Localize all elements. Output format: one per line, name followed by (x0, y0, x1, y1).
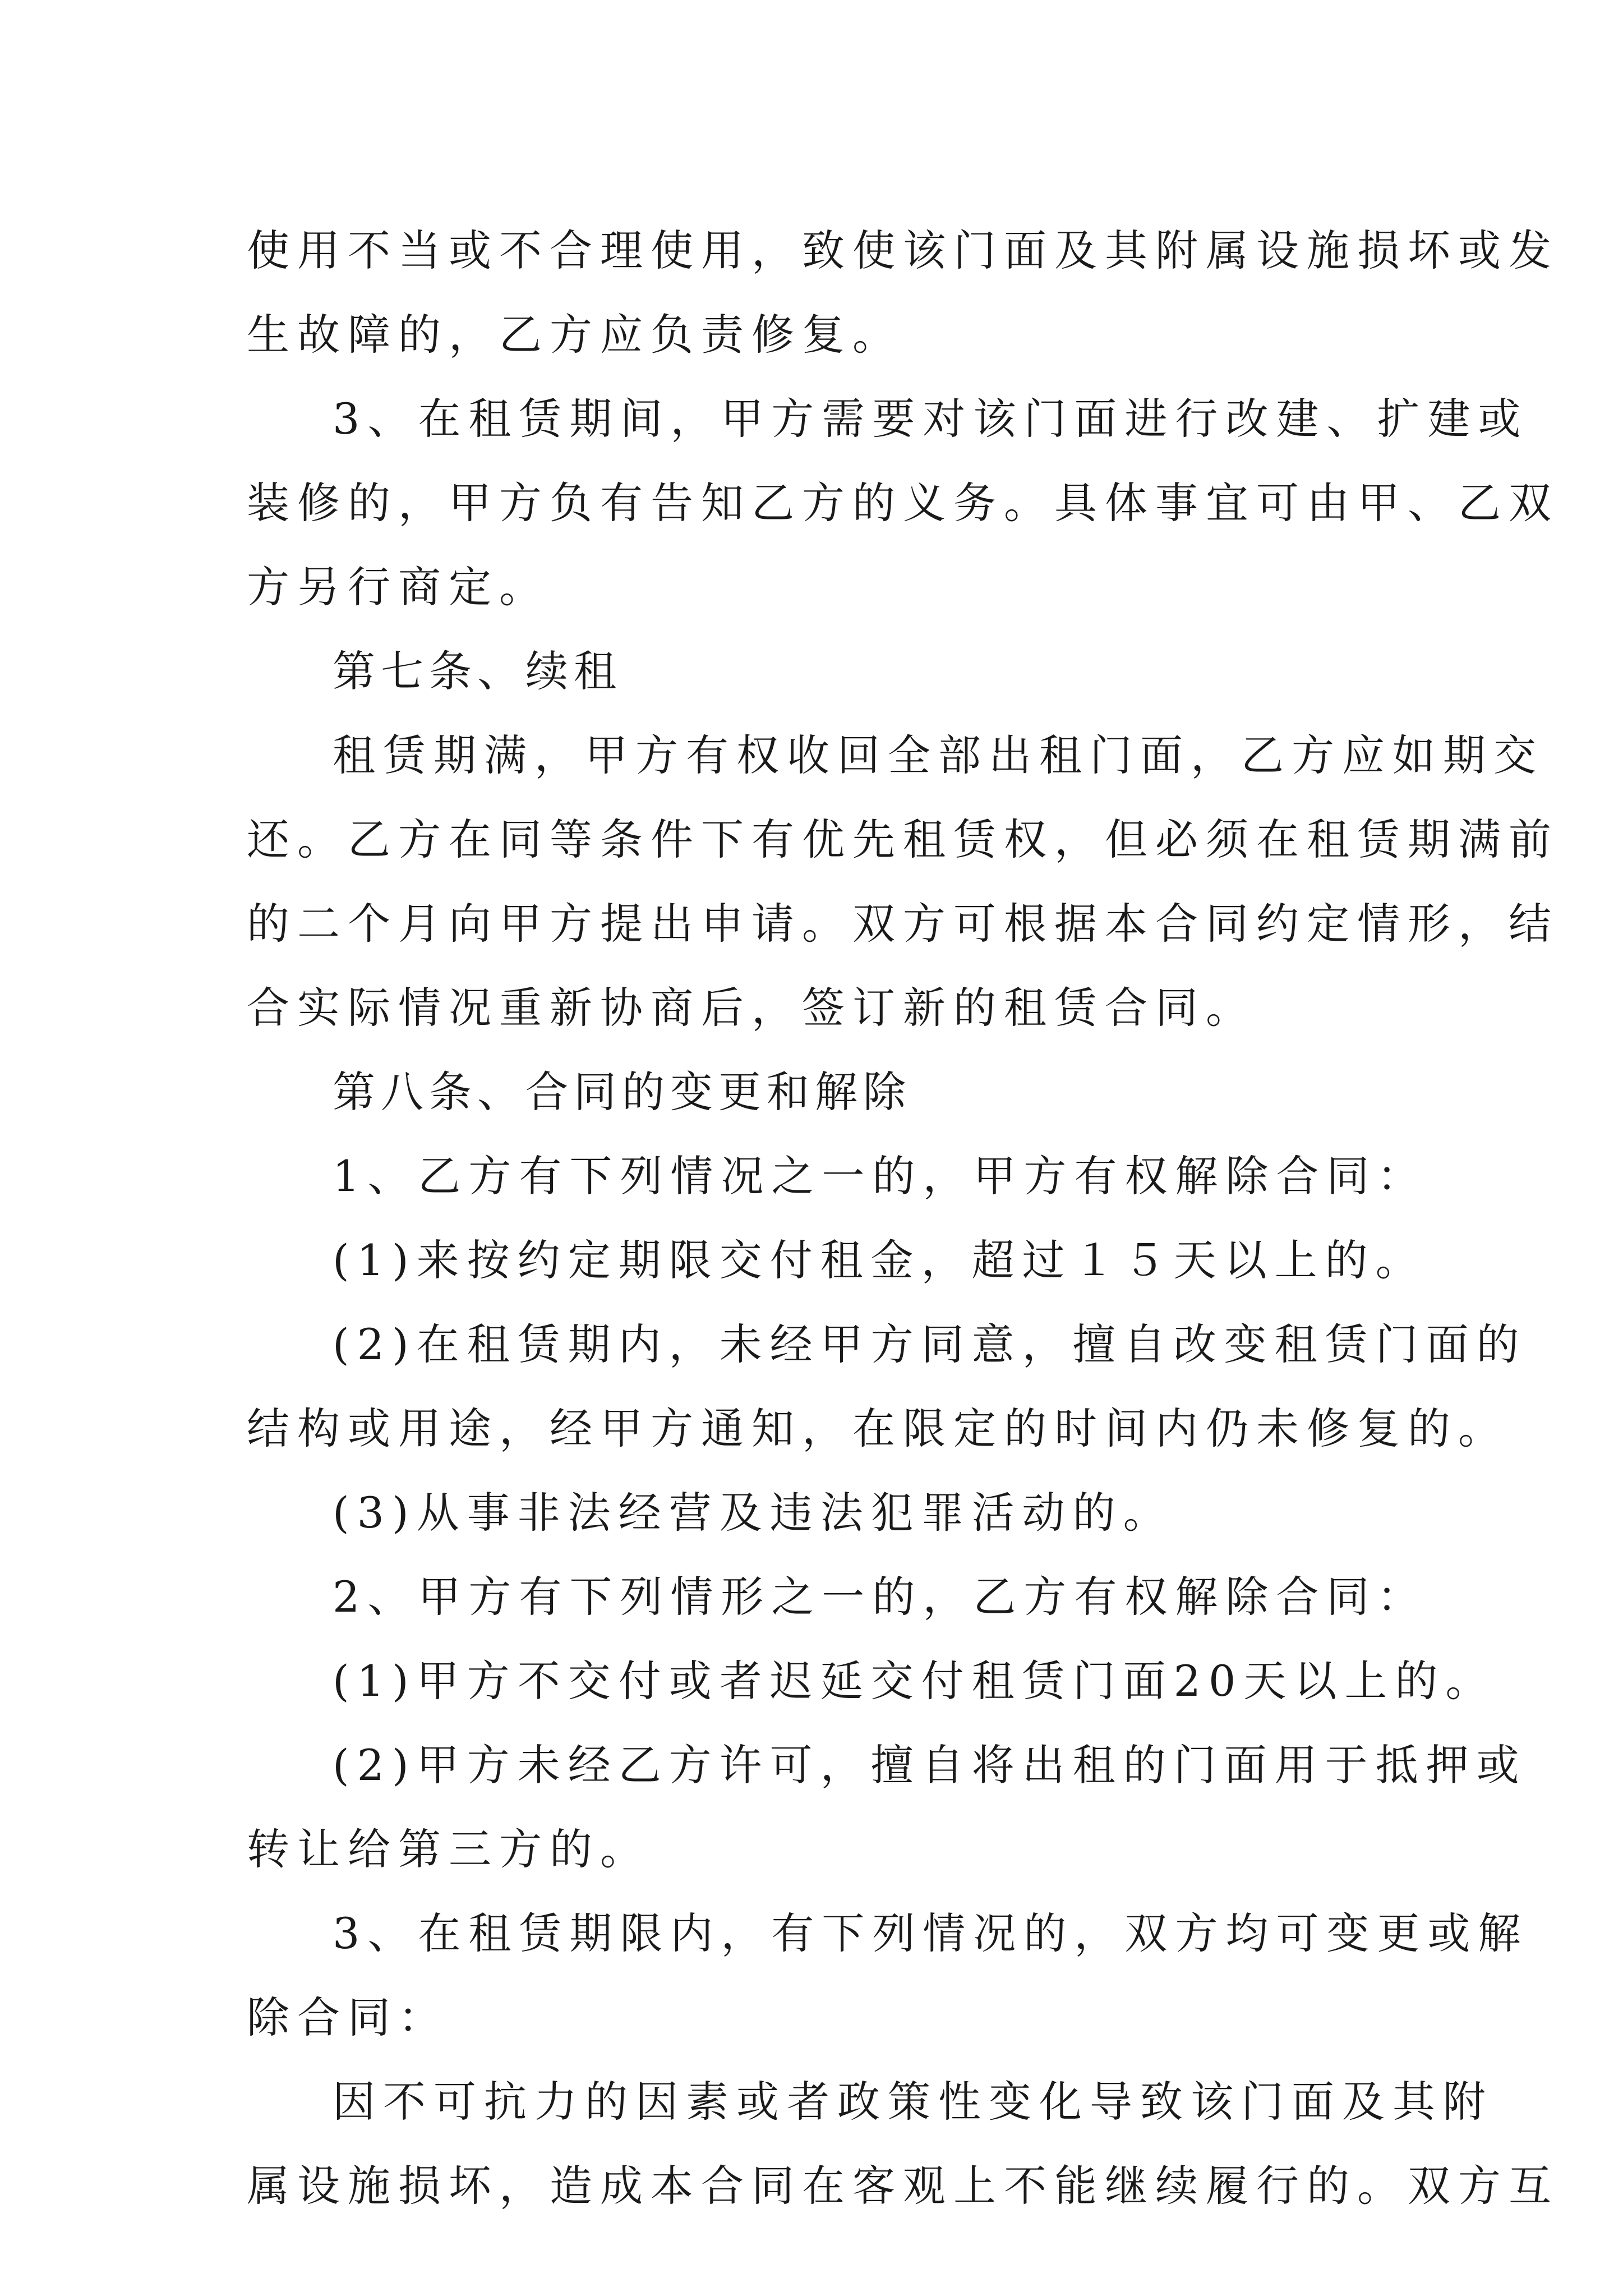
body-line: 合实际情况重新协商后，签订新的租赁合同。 (247, 983, 1256, 1033)
clause-item-3: 3、在租赁期间，甲方需要对该门面进行改建、扩建或 (333, 394, 1529, 444)
contract-body-text (247, 209, 1559, 2228)
body-line: 结构或用途，经甲方通知，在限定的时间内仍未修复的。 (247, 1404, 1509, 1453)
body-line: 属设施损坏，造成本合同在客观上不能继续履行的。双方互 (247, 2161, 1559, 2211)
paragraph-line: 因不可抗力的因素或者政策性变化导致该门面及其附 (333, 2077, 1493, 2127)
sub-item: (2)甲方未经乙方许可，擅自将出租的门面用于抵押或 (333, 1740, 1527, 1790)
sub-item: (2)在租赁期内，未经甲方同意，擅自改变租赁门面的 (333, 1319, 1527, 1369)
clause-item-1: 1、乙方有下列情况之一的，甲方有权解除合同： (333, 1151, 1428, 1201)
body-line: 方另行商定。 (247, 562, 550, 612)
article-7-heading: 第七条、续租 (333, 646, 622, 696)
body-line: 使用不当或不合理使用，致使该门面及其附属设施损坏或发 (247, 226, 1559, 275)
body-line: 的二个月向甲方提出申请。双方可根据本合同约定情形，结 (247, 899, 1559, 949)
body-line: 除合同： (247, 1993, 449, 2042)
sub-item: (3)从事非法经营及违法犯罪活动的。 (333, 1488, 1174, 1538)
body-line: 生故障的，乙方应负责修复。 (247, 310, 903, 360)
body-line: 转让给第三方的。 (247, 1824, 651, 1874)
body-line: 还。乙方在同等条件下有优先租赁权，但必须在租赁期满前 (247, 815, 1559, 864)
clause-item-2: 2、甲方有下列情形之一的，乙方有权解除合同： (333, 1572, 1428, 1622)
body-line: 装修的，甲方负有告知乙方的义务。具体事宜可由甲、乙双 (247, 478, 1559, 528)
sub-item: (1)来按约定期限交付租金，超过１５天以上的。 (333, 1235, 1426, 1285)
article-8-heading: 第八条、合同的变更和解除 (333, 1067, 911, 1117)
clause-item-3: 3、在租赁期限内，有下列情况的，双方均可变更或解 (333, 1908, 1529, 1958)
sub-item: (1)甲方不交付或者迟延交付租赁门面20天以上的。 (333, 1656, 1496, 1706)
paragraph-line: 租赁期满，甲方有权收回全部出租门面，乙方应如期交 (333, 730, 1544, 780)
